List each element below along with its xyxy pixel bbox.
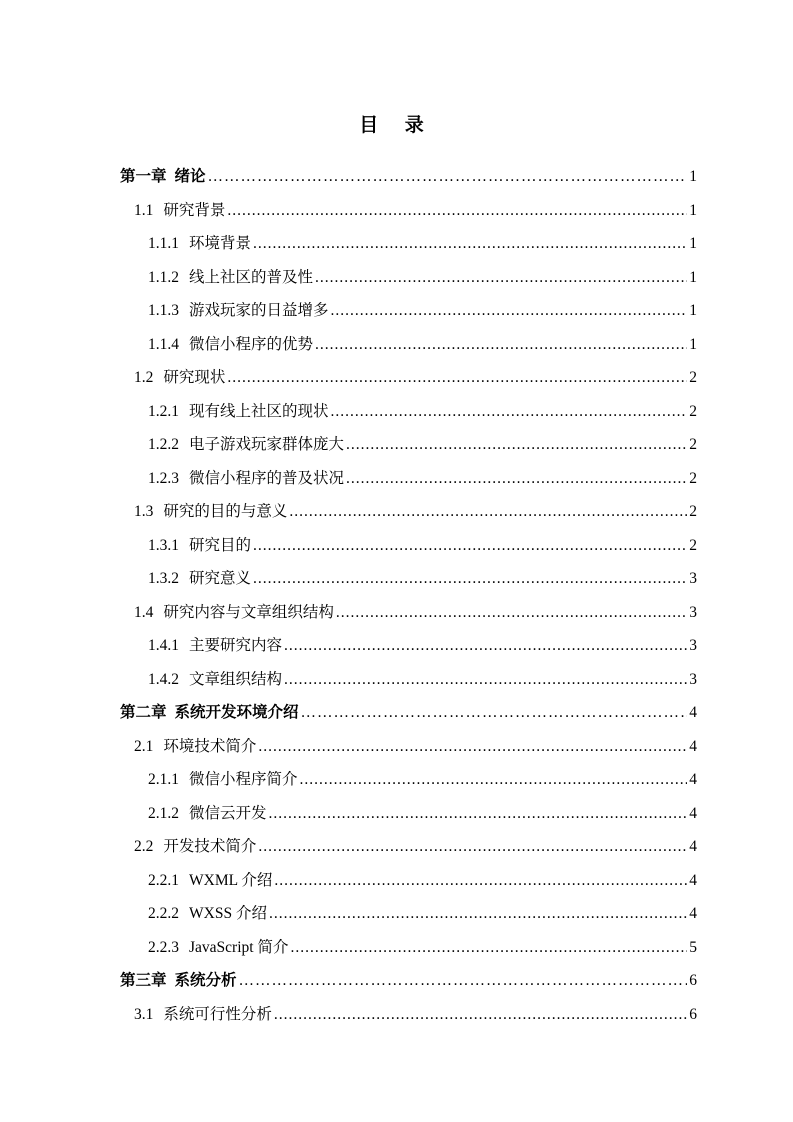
toc-entry-number: 2.2.3	[148, 939, 179, 956]
toc-entry-subsection[interactable]	[148, 399, 697, 427]
toc-entry-number: 1.2	[134, 369, 154, 386]
dot-leader	[300, 771, 688, 789]
toc-entry-number: 2.1.2	[148, 805, 179, 822]
dot-leader	[315, 336, 687, 354]
toc-entry-subsection[interactable]	[148, 633, 697, 661]
toc-entry-subsection[interactable]	[148, 901, 697, 929]
toc-entry-chapter[interactable]	[120, 968, 697, 996]
toc-entry-number: 1.2.3	[148, 470, 179, 487]
toc-entry-page: 6	[689, 1006, 697, 1023]
toc-entry-label: 研究目的	[189, 537, 252, 554]
toc-entry-number: 1.2.1	[148, 403, 179, 420]
toc-entry-number: 2.2.2	[148, 905, 179, 922]
toc-entry-label: 研究的目的与意义	[163, 503, 288, 520]
toc-entry-subsection[interactable]	[148, 868, 697, 896]
dot-leader	[331, 302, 688, 320]
dot-leader	[274, 1006, 687, 1024]
toc-entry-label: 绪论	[174, 167, 206, 185]
dot-leader	[346, 436, 687, 454]
toc-entry-label: 主要研究内容	[189, 637, 283, 654]
dot-leader	[269, 905, 687, 923]
toc-entry-label: 文章组织结构	[189, 671, 283, 688]
toc-entry-subsection[interactable]	[148, 332, 697, 360]
toc-entry-subsection[interactable]	[148, 231, 697, 259]
toc-entry-number: 1.4.1	[148, 637, 179, 654]
toc-entry-label: 线上社区的普及性	[189, 269, 314, 286]
toc-entry-page: 4	[689, 805, 697, 822]
dot-leader	[253, 570, 687, 588]
toc-entry-page: 1	[689, 336, 697, 353]
dot-leader	[336, 604, 687, 622]
toc-entry-section[interactable]	[134, 365, 697, 393]
dot-leader	[269, 805, 688, 823]
toc-entry-section[interactable]	[134, 600, 697, 628]
dot-leader	[239, 972, 688, 990]
dot-leader	[290, 939, 687, 957]
toc-entry-label: 电子游戏玩家群体庞大	[189, 436, 345, 453]
dot-leader	[208, 168, 688, 186]
toc-entry-subsection[interactable]	[148, 298, 697, 326]
toc-entry-label: 环境技术简介	[163, 738, 257, 755]
toc-entry-section[interactable]	[134, 499, 697, 527]
toc-entry-label: 研究意义	[189, 570, 252, 587]
toc-entry-number: 1.3.1	[148, 537, 179, 554]
toc-entry-label: JavaScript 简介	[189, 939, 289, 956]
toc-entry-subsection[interactable]	[148, 432, 697, 460]
toc-entry-section[interactable]	[134, 734, 697, 762]
toc-entry-page: 2	[689, 369, 697, 386]
toc-entry-number: 1.2.2	[148, 436, 179, 453]
toc-entry-subsection[interactable]	[148, 466, 697, 494]
toc-entry-subsection[interactable]	[148, 265, 697, 293]
toc-entry-number: 第三章	[120, 971, 167, 989]
toc-entry-label: 微信小程序简介	[189, 771, 298, 788]
toc-entry-label: WXSS 介绍	[189, 905, 267, 922]
toc-entry-label: 研究背景	[163, 202, 226, 219]
toc-entry-subsection[interactable]	[148, 667, 697, 695]
toc-entry-subsection[interactable]	[148, 935, 697, 963]
toc-entry-subsection[interactable]	[148, 801, 697, 829]
dot-leader	[289, 503, 687, 521]
toc-entry-page: 2	[689, 470, 697, 487]
toc-entry-number: 1.1	[134, 202, 154, 219]
dot-leader	[258, 838, 687, 856]
toc-entry-page: 1	[689, 269, 697, 286]
dot-leader	[284, 637, 687, 655]
toc-entry-section[interactable]	[134, 1002, 697, 1030]
toc-entry-number: 2.2.1	[148, 872, 179, 889]
toc-entry-page: 1	[689, 168, 697, 185]
toc-entry-label: WXML 介绍	[189, 872, 273, 889]
toc-entry-label: 研究现状	[163, 369, 226, 386]
toc-entry-number: 1.3	[134, 503, 154, 520]
toc-entry-label: 环境背景	[189, 235, 252, 252]
dot-leader	[258, 738, 687, 756]
toc-entry-page: 4	[689, 872, 697, 889]
toc-entry-number: 1.1.1	[148, 235, 179, 252]
dot-leader	[301, 704, 688, 722]
toc-entry-page: 2	[689, 403, 697, 420]
toc-entry-page: 3	[689, 604, 697, 621]
toc-entry-section[interactable]	[134, 834, 697, 862]
toc-entry-number: 3.1	[134, 1006, 154, 1023]
toc-entry-number: 1.1.4	[148, 336, 179, 353]
toc-title: 目 录	[359, 114, 434, 136]
dot-leader	[253, 537, 687, 555]
toc-entry-page: 5	[689, 939, 697, 956]
toc-entry-label: 游戏玩家的日益增多	[189, 302, 329, 319]
toc-entry-number: 第一章	[120, 167, 167, 185]
dot-leader	[331, 403, 688, 421]
toc-entry-label: 开发技术简介	[163, 838, 257, 855]
toc-entry-page: 4	[689, 738, 697, 755]
toc-entry-section[interactable]	[134, 198, 697, 226]
toc-entry-page: 6	[689, 972, 697, 989]
toc-entry-label: 研究内容与文章组织结构	[163, 604, 334, 621]
toc-entry-number: 1.1.3	[148, 302, 179, 319]
dot-leader	[227, 202, 687, 220]
toc-entry-page: 4	[689, 704, 697, 721]
toc-entry-page: 4	[689, 838, 697, 855]
toc-entry-chapter[interactable]	[120, 164, 697, 192]
toc-entry-number: 1.4	[134, 604, 154, 621]
dot-leader	[274, 872, 687, 890]
toc-entry-page: 3	[689, 570, 697, 587]
toc-entry-label: 系统可行性分析	[163, 1006, 272, 1023]
toc-entry-number: 2.2	[134, 838, 154, 855]
dot-leader	[253, 235, 687, 253]
toc-entry-label: 微信小程序的普及状况	[189, 470, 345, 487]
toc-entry-number: 第二章	[120, 703, 167, 721]
toc-entry-page: 2	[689, 503, 697, 520]
toc-entry-chapter[interactable]	[120, 700, 697, 728]
dot-leader	[284, 671, 687, 689]
toc-entry-page: 2	[689, 436, 697, 453]
toc-entry-label: 微信小程序的优势	[189, 336, 314, 353]
dot-leader	[227, 369, 687, 387]
toc-entry-number: 2.1.1	[148, 771, 179, 788]
toc-entry-number: 1.4.2	[148, 671, 179, 688]
dot-leader	[346, 470, 687, 488]
toc-entry-number: 1.3.2	[148, 570, 179, 587]
toc-entry-page: 4	[689, 905, 697, 922]
toc-entry-page: 4	[689, 771, 697, 788]
toc-entry-label: 微信云开发	[189, 805, 267, 822]
toc-entry-page: 3	[689, 671, 697, 688]
toc-entry-number: 2.1	[134, 738, 154, 755]
toc-entry-page: 1	[689, 302, 697, 319]
toc-entry-number: 1.1.2	[148, 269, 179, 286]
toc-entry-label: 系统开发环境介绍	[174, 703, 299, 721]
toc-entry-label: 现有线上社区的现状	[189, 403, 329, 420]
toc-entry-page: 1	[689, 235, 697, 252]
toc-entry-label: 系统分析	[174, 971, 237, 989]
toc-entry-page: 2	[689, 537, 697, 554]
toc-entry-page: 3	[689, 637, 697, 654]
toc-entry-subsection[interactable]	[148, 533, 697, 561]
toc-entry-subsection[interactable]	[148, 566, 697, 594]
toc-entry-subsection[interactable]	[148, 767, 697, 795]
toc-entry-page: 1	[689, 202, 697, 219]
dot-leader	[315, 269, 687, 287]
